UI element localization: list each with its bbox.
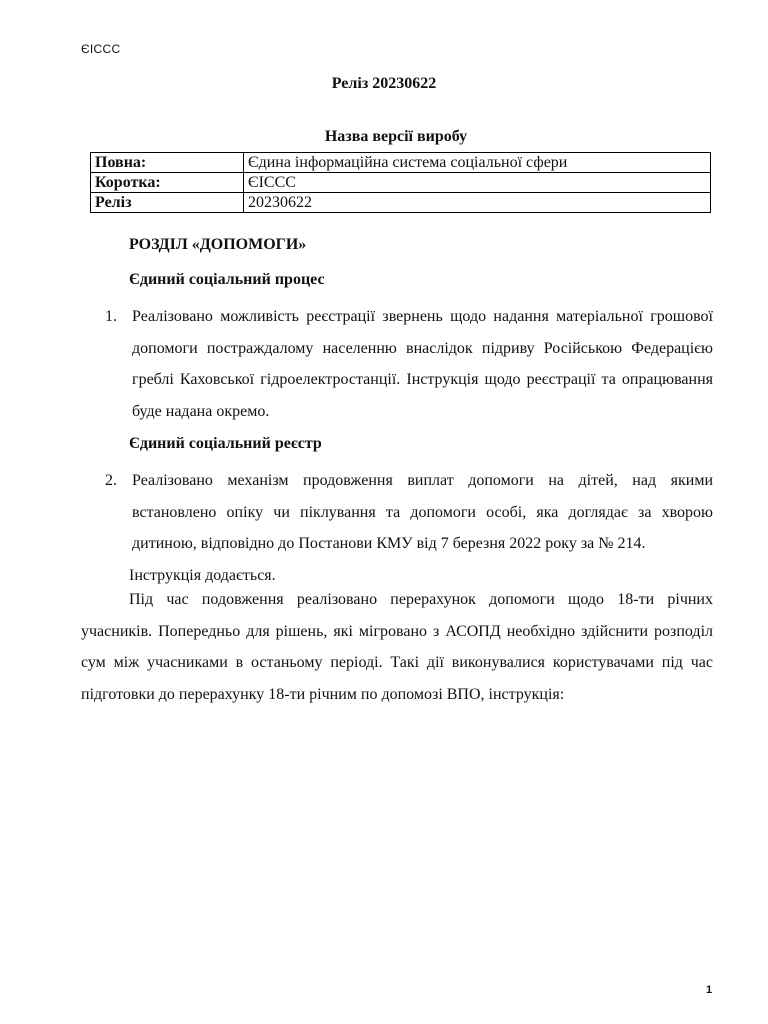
- document-title: Реліз 20230622: [331, 75, 437, 92]
- product-info-table: [90, 152, 711, 213]
- table-row: [91, 173, 711, 193]
- table-value-cell: 20230622: [244, 193, 711, 213]
- list-item-number: 2.: [105, 472, 117, 489]
- list-item-number: 1.: [105, 308, 117, 325]
- list-item-text: Реалізовано можливість реєстрації звернень щодо надання матеріальної грошової допомоги постраждалому населенню внаслідок підриву Російською Федерацією греблі Каховської гідроелектростанції. Інструкція щодо реєстрації та опрацювання буде надана окремо.: [132, 308, 713, 420]
- table-row: [91, 193, 711, 213]
- list-item-1: [105, 301, 713, 427]
- table-key-cell: Коротка:: [91, 173, 244, 193]
- product-table-caption: Назва версії виробу: [324, 128, 468, 145]
- table-row: [91, 153, 711, 173]
- table-value-cell: ЄІССС: [244, 173, 711, 193]
- document-header: ЄІССС: [81, 42, 121, 56]
- body-paragraph: Під час подовження реалізовано перерахунок допомоги щодо 18-ти річних учасників. Попередньо для рішень, які мігровано з АСОПД необхідно здійснити розподіл сум між учасниками в останьому періоді. Такі дії виконувалися користувачами під час підготовки до перерахунку 18-ти річним по допомозі ВПО, інструкція:: [81, 591, 713, 703]
- table-key-cell: Реліз: [91, 193, 244, 213]
- table-key-cell: Повна:: [91, 153, 244, 173]
- instruction-note: Інструкція додається.: [129, 567, 276, 584]
- subsection-title-process: Єдиний соціальний процес: [129, 271, 325, 288]
- list-item-2: [105, 465, 713, 560]
- page-number: 1: [706, 984, 713, 996]
- subsection-title-registry: Єдиний соціальний реєстр: [129, 435, 322, 452]
- list-item-text: Реалізовано механізм продовження виплат допомоги на дітей, над якими встановлено опіку чи піклування та допомоги особі, яка доглядає за хворою дитиною, відповідно до Постанови КМУ від 7 березня 2022 року за № 214.: [132, 472, 713, 552]
- table-value-cell: Єдина інформаційна система соціальної сфери: [244, 153, 711, 173]
- section-title: РОЗДІЛ «ДОПОМОГИ»: [129, 236, 307, 253]
